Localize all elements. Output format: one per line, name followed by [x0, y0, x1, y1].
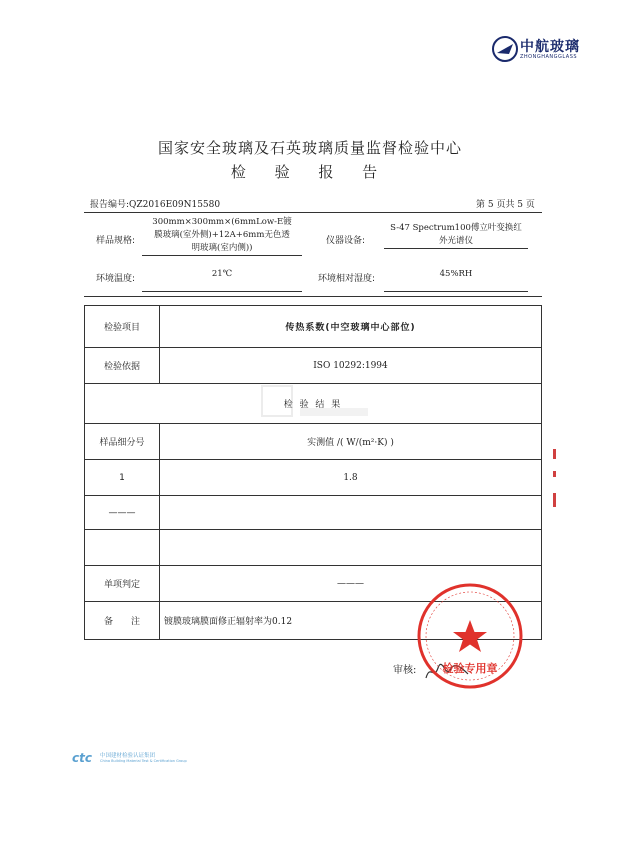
edge-mark: [553, 443, 557, 523]
basis-value: ISO 10292:1994: [160, 348, 542, 384]
faint-watermark: [260, 382, 370, 422]
row2-sample-no: ———: [85, 496, 160, 530]
logo-subtitle: ZHONGHANGGLASS: [520, 54, 578, 60]
table-row: [85, 424, 542, 460]
row1-value: 1.8: [160, 460, 542, 496]
remarks-label: 备 注: [85, 602, 160, 640]
center-title: 国家安全玻璃及石英玻璃质量监督检验中心: [157, 139, 462, 157]
basis-label: 检验依据: [85, 348, 160, 384]
footer-logo: [72, 751, 192, 765]
sample-info-box: [84, 212, 542, 297]
sample-spec-label: 样品规格:: [96, 236, 136, 246]
sample-no-label: 样品细分号: [85, 424, 160, 460]
row2-value: [160, 496, 542, 530]
remarks-value: 镀膜玻璃膜面修正辐射率为0.12: [160, 602, 542, 640]
humidity-value: 45%RH: [384, 268, 528, 292]
table-row: [85, 306, 542, 348]
inspection-stamp: [416, 582, 524, 690]
humidity-label: 环境相对湿度:: [318, 274, 376, 284]
judgement-value: ———: [160, 566, 542, 602]
report-title: 检 验 报 告: [230, 163, 390, 181]
temperature-value: 21℃: [142, 268, 302, 292]
item-value: 传热系数(中空玻璃中心部位): [160, 306, 542, 348]
judgement-label: 单项判定: [85, 566, 160, 602]
footer-brand: ctc: [72, 751, 92, 765]
instrument-label: 仪器设备:: [326, 236, 366, 246]
logo-name: 中航玻璃: [520, 39, 580, 55]
footer-name-cn: 中国建材检验认证集团: [100, 753, 156, 759]
stamp-text: 检验专用章: [442, 662, 498, 675]
item-label: 检验项目: [85, 306, 160, 348]
logo-mark-icon: [492, 36, 518, 62]
reviewer-label: 审核:: [393, 665, 417, 676]
footer-name-en: China Building Material Test & Certification Group: [100, 759, 187, 763]
stamp-star-icon: [453, 620, 487, 652]
table-row: [85, 496, 542, 530]
sample-spec-value: 300mm×300mm×(6mmLow-E镀 膜玻璃(室外侧)+12A+6mm无色透 明玻璃(室内侧)): [142, 216, 302, 256]
row1-sample-no: 1: [85, 460, 160, 496]
temperature-label: 环境温度:: [96, 274, 136, 284]
table-row: [85, 530, 542, 566]
page-info: 第 5 页共 5 页: [476, 200, 535, 210]
instrument-value: S-47 Spectrum100傅立叶变换红 外光谱仪: [384, 222, 528, 249]
table-row: [85, 460, 542, 496]
row3-value: [160, 530, 542, 566]
row3-sample-no: [85, 530, 160, 566]
company-logo: [492, 34, 602, 66]
measured-label: 实测值 /( W/(m²·K) ): [160, 424, 542, 460]
report-number: 报告编号:QZ2016E09N15580: [90, 200, 221, 210]
table-row: [85, 348, 542, 384]
results-title: 检 验 结 果: [85, 384, 542, 424]
